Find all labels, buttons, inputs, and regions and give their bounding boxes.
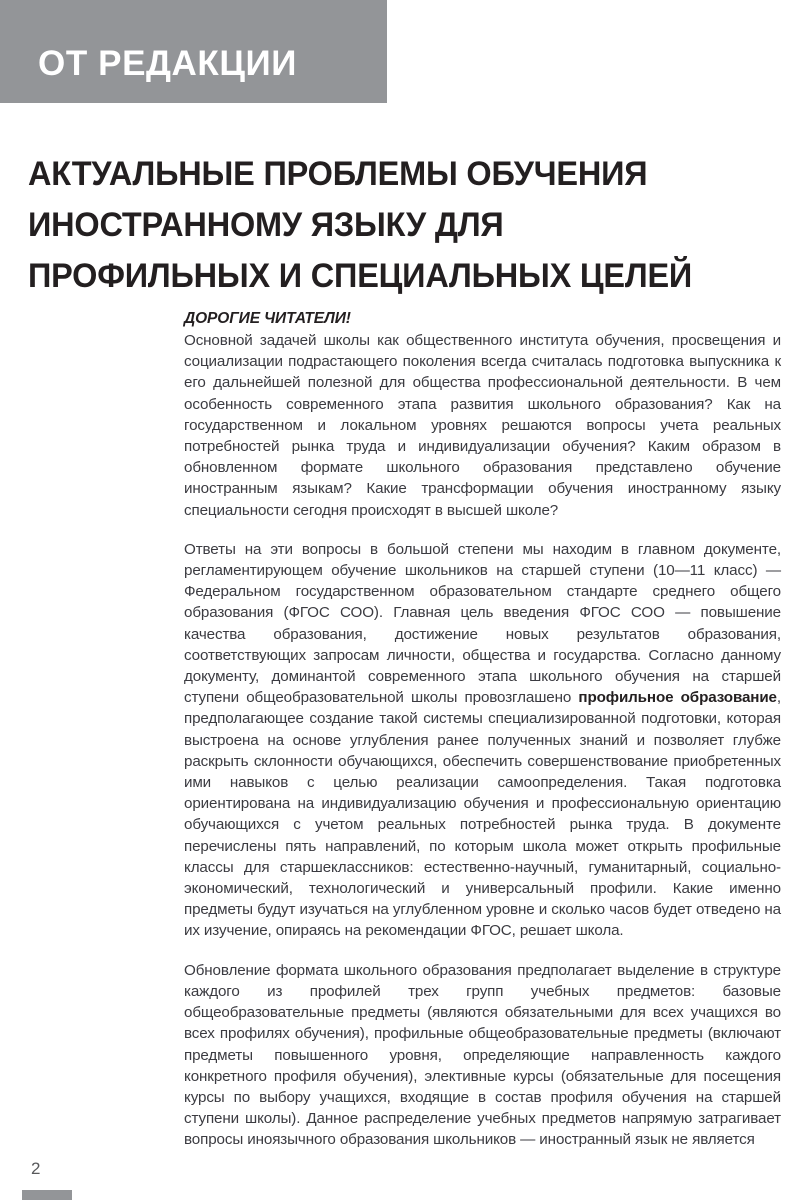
footer-accent-rule: [22, 1190, 72, 1200]
paragraph-2-text-after-emphasis: , предполагающее создание такой системы специализированной подготовки, которая выстроена на основе углубления ранее полученных знаний и позволяет глубже раскрыть склонности обучающихся, обеспечить совершенствование приобретенных ими навыков с целью реализации самоопределения. Такая подготовка ориентирована на индивидуализацию обучения и профессиональную ориентацию обучающихся с учетом реальных потребностей рынка труда. В документе перечислены пять направлений, по которым школа может открыть профильные классы для старшеклассников: естественно-научный, гуманитарный, социально-экономический, технологический и универсальный профили. Какие именно предметы будут изучаться на углубленном уровне и сколько часов будет отведено на их изучение, опираясь на рекомендации ФГОС, решает школа.: [184, 689, 781, 940]
rubric-label: ОТ РЕДАКЦИИ: [38, 44, 298, 83]
body-paragraph-3: Обновление формата школьного образования предполагает выделение в структуре каждого из профилей трех групп учебных предметов: базовые общеобразовательные предметы (являются обязательными для всех учащихся во всех профилях обучения), профильные общеобразовательные предметы (включают предметы повышенного уровня, определяющие направленность каждого конкретного профиля обучения), элективные курсы (обязательные для посещения курсы по выбору учащихся, входящие в состав профиля обучения на старшей ступени школы). Данное распределение учебных предметов напрямую затрагивает вопросы иноязычного образования школьников — иностранный язык не является: [184, 961, 781, 1149]
paragraph-2-text-before-emphasis: Ответы на эти вопросы в большой степени мы находим в главном документе, регламентирующем обучение школьников на старшей ступени (10—11 класс) — Федеральном государственном образовательном стандарте среднего общего образования (ФГОС СОО). Главная цель введения ФГОС СОО — повышение качества образования, достижение новых результатов образования, соответствующих запросам личности, общества и государства. Согласно данному документу, доминантой современного этапа школьного обучения на старшей ступени общеобразовательной школы провозглашено: [184, 540, 781, 707]
body-paragraph-1: Основной задачей школы как общественного института обучения, просвещения и социализации подрастающего поколения всегда считалась подготовка выпускника к его дальнейшей полезной для общества профессиональной деятельности. В чем особенность современного этапа развития школьного образования? Как на государственном и локальном уровнях решаются вопросы учета реальных потребностей рынка труда и индивидуализации обучения? Каким образом в обновленном формате школьного образования представлено обучение иностранным языкам? Какие трансформации обучения иностранному языку специальности сегодня происходят в высшей школе?: [184, 332, 781, 519]
page-number: 2: [31, 1159, 41, 1178]
article-title-line-1: АКТУАЛЬНЫЕ ПРОБЛЕМЫ ОБУЧЕНИЯ: [28, 155, 648, 194]
article-body: [184, 308, 781, 1151]
article-title-line-3: ПРОФИЛЬНЫХ И СПЕЦИАЛЬНЫХ ЦЕЛЕЙ: [28, 257, 693, 296]
rubric-banner: [0, 0, 387, 103]
body-paragraph-2: [184, 539, 781, 942]
reader-salutation: ДОРОГИЕ ЧИТАТЕЛИ!: [184, 310, 351, 327]
page-title: [28, 149, 776, 302]
emphasis-profile-education: профильное образование: [578, 689, 777, 707]
article-title-line-2: ИНОСТРАННОМУ ЯЗЫКУ ДЛЯ: [28, 206, 504, 245]
